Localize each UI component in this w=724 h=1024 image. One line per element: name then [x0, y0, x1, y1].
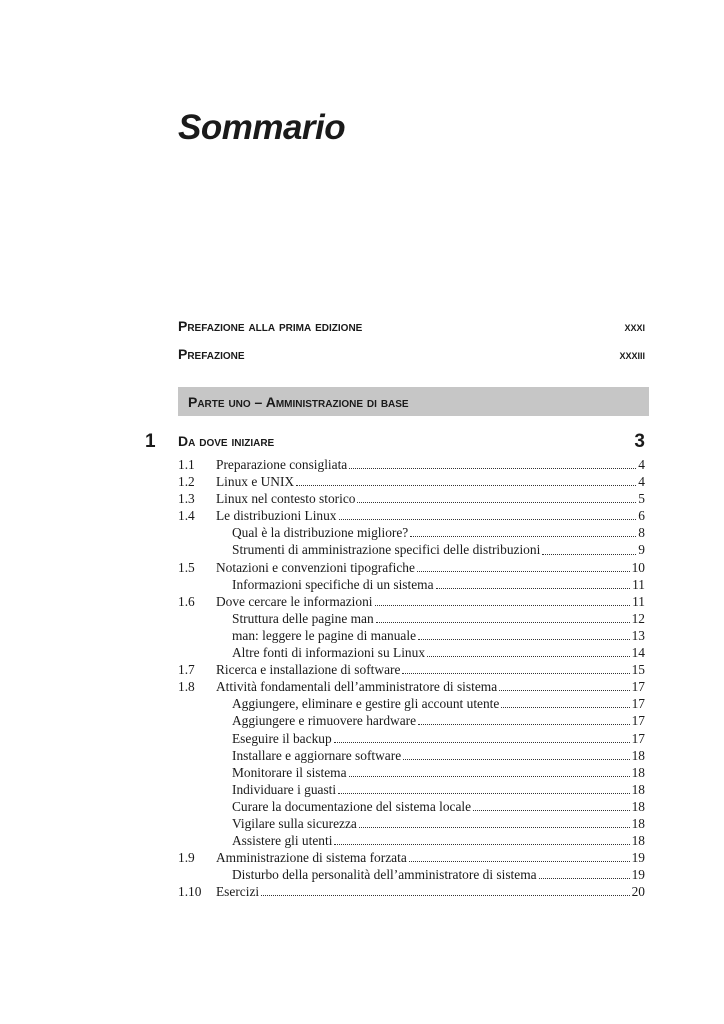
toc-entry-body — [216, 559, 645, 576]
leader-dots — [499, 690, 629, 691]
toc-entry[interactable] — [178, 883, 645, 900]
leader-dots — [375, 605, 631, 606]
leader-dots — [296, 485, 636, 486]
toc-subentry[interactable] — [178, 627, 645, 644]
leader-dots — [339, 519, 637, 520]
leader-dots — [338, 793, 629, 794]
toc-entry-page: 18 — [631, 833, 645, 849]
chapter-number: 1 — [145, 431, 156, 452]
toc-entry[interactable] — [178, 559, 645, 576]
toc-entry-page: 18 — [631, 764, 645, 780]
toc-entry-title: Vigilare sulla sicurezza — [232, 815, 357, 831]
toc-entry-title: Installare e aggiornare software — [232, 747, 402, 763]
toc-entry-body — [232, 798, 645, 815]
toc-entry-title: Ricerca e installazione di software — [216, 662, 401, 678]
toc-entry-number: 1.3 — [178, 491, 195, 507]
chapter-page: 3 — [634, 431, 645, 452]
toc-entry-body — [216, 507, 645, 524]
toc-subentry[interactable] — [178, 524, 645, 541]
leader-dots — [261, 895, 629, 896]
leader-dots — [410, 536, 636, 537]
leader-dots — [418, 639, 630, 640]
toc-entry-body — [232, 815, 645, 832]
chapter-title: Da dove iniziare — [178, 433, 275, 449]
toc-subentry[interactable] — [178, 747, 645, 764]
toc-subentry[interactable] — [178, 832, 645, 849]
toc-subentry[interactable] — [178, 610, 645, 627]
toc-entry[interactable] — [178, 490, 645, 507]
toc-entry-title: Esercizi — [216, 884, 260, 900]
toc-subentry[interactable] — [178, 764, 645, 781]
toc-entry-title: Assistere gli utenti — [232, 833, 333, 849]
leader-dots — [334, 844, 629, 845]
toc-entry-number: 1.2 — [178, 474, 195, 490]
toc-entry-body — [232, 576, 645, 593]
toc-entry-page: 6 — [638, 508, 645, 524]
toc-entry-page: 10 — [631, 559, 645, 575]
toc-entry-page: 17 — [631, 696, 645, 712]
leader-dots — [501, 707, 629, 708]
toc-entry-body — [232, 524, 645, 541]
toc-entry-body — [232, 695, 645, 712]
toc-entry-page: 11 — [632, 576, 645, 592]
leader-dots — [539, 878, 630, 879]
toc-entry-page: 15 — [631, 662, 645, 678]
toc-front-entry-title: Prefazione alla prima edizione — [178, 318, 363, 334]
toc-entry-title: Strumenti di amministrazione specifici delle distribuzioni — [232, 542, 541, 558]
toc-entry-title: Linux nel contesto storico — [216, 491, 356, 507]
toc-subentry[interactable] — [178, 815, 645, 832]
toc-subentry[interactable] — [178, 781, 645, 798]
toc-entry-body — [232, 747, 645, 764]
toc-entry-page: 8 — [638, 525, 645, 541]
toc-entry-title: Aggiungere, eliminare e gestire gli account utente — [232, 696, 500, 712]
toc-entry[interactable] — [178, 473, 645, 490]
toc-entry-number: 1.5 — [178, 559, 195, 575]
toc-entry-title: Attività fondamentali dell’amministratore di sistema — [216, 679, 498, 695]
toc-entry-title: Qual è la distribuzione migliore? — [232, 525, 409, 541]
leader-dots — [357, 502, 636, 503]
toc-entry-body — [232, 730, 645, 747]
toc-entry-title: Dove cercare le informazioni — [216, 593, 373, 609]
toc-entry-title: Informazioni specifiche di un sistema — [232, 576, 434, 592]
toc-entry-body — [232, 541, 645, 558]
toc-entry[interactable] — [178, 678, 645, 695]
chapter-heading[interactable] — [145, 429, 645, 453]
page-title: Sommario — [178, 108, 346, 147]
toc-entry-body — [232, 644, 645, 661]
toc-entry[interactable] — [178, 456, 645, 473]
toc-entry-page: 17 — [631, 730, 645, 746]
toc-entry-title: Amministrazione di sistema forzata — [216, 850, 407, 866]
toc-entry-body — [216, 490, 645, 507]
toc-entry-number: 1.1 — [178, 457, 195, 472]
toc-front-entry-title: Prefazione — [178, 346, 245, 362]
toc-entry-body — [216, 473, 645, 490]
leader-dots — [436, 588, 631, 589]
leader-dots — [359, 827, 630, 828]
toc-front-entry-first-edition-preface[interactable] — [178, 318, 645, 338]
leader-dots — [417, 571, 630, 572]
toc-entry-page: 4 — [638, 457, 645, 472]
toc-entry-body — [216, 661, 645, 678]
toc-subentry[interactable] — [178, 866, 645, 883]
toc-entry-number: 1.4 — [178, 508, 195, 524]
leader-dots — [427, 656, 630, 657]
toc-entry-title: Individuare i guasti — [232, 781, 337, 797]
toc-entry-title: Aggiungere e rimuovere hardware — [232, 713, 417, 729]
toc-entry-title: Disturbo della personalità dell’amministratore di sistema — [232, 867, 537, 883]
toc-entry-title: Le distribuzioni Linux — [216, 508, 337, 524]
toc-entry-page: 18 — [631, 781, 645, 797]
toc-entry-page: 18 — [631, 747, 645, 763]
toc-entry-title: Eseguire il backup — [232, 730, 332, 746]
leader-dots — [334, 742, 630, 743]
toc-entry-page: 11 — [632, 593, 645, 609]
toc-entry-body — [232, 712, 645, 729]
leader-dots — [542, 554, 636, 555]
toc-entry-page: 9 — [638, 542, 645, 558]
part-banner — [178, 387, 649, 416]
leader-dots — [402, 673, 629, 674]
toc-entry[interactable] — [178, 661, 645, 678]
toc-entry[interactable] — [178, 593, 645, 610]
toc-entry-title: Struttura delle pagine man — [232, 610, 374, 626]
toc-entry-title: Linux e UNIX — [216, 474, 295, 490]
toc-entry-page: 18 — [631, 798, 645, 814]
toc-subentry[interactable] — [178, 695, 645, 712]
toc-entry-page: 17 — [631, 713, 645, 729]
toc-entry-body — [216, 593, 645, 610]
part-title: Parte uno – Amministrazione di base — [188, 393, 409, 410]
toc-subentry[interactable] — [178, 798, 645, 815]
toc-entry-number: 1.10 — [178, 884, 202, 900]
toc-entry-body — [232, 764, 645, 781]
toc-entry-page: 17 — [631, 679, 645, 695]
toc-entry-body — [232, 832, 645, 849]
toc-front-entry-page: xxxi — [624, 319, 645, 334]
leader-dots — [349, 468, 636, 469]
toc-entry-number: 1.6 — [178, 593, 195, 609]
leader-dots — [473, 810, 630, 811]
toc-entry-body — [232, 866, 645, 883]
toc-front-entry-page: xxxiii — [619, 347, 645, 362]
toc-entry-page: 4 — [638, 474, 645, 490]
leader-dots — [418, 724, 630, 725]
toc-entry-body — [232, 610, 645, 627]
toc-entry-title: man: leggere le pagine di manuale — [232, 627, 417, 643]
toc-entry-title: Monitorare il sistema — [232, 764, 347, 780]
toc-entry-title: Notazioni e convenzioni tipografiche — [216, 559, 415, 575]
toc-entry-body — [216, 849, 645, 866]
toc-subentry[interactable] — [178, 576, 645, 593]
toc-entry[interactable] — [178, 849, 645, 866]
toc-entry-page: 19 — [631, 867, 645, 883]
toc-entry-number: 1.8 — [178, 679, 195, 695]
toc-entry-number: 1.7 — [178, 662, 195, 678]
toc-entry-title: Curare la documentazione del sistema locale — [232, 798, 472, 814]
toc-entry[interactable] — [178, 507, 645, 524]
toc-entry-page: 14 — [631, 645, 645, 661]
toc-entry-title: Preparazione consigliata — [216, 457, 348, 472]
toc-subentry[interactable] — [178, 541, 645, 558]
toc-subentry[interactable] — [178, 712, 645, 729]
toc-list — [178, 456, 645, 900]
toc-entry-page: 13 — [631, 627, 645, 643]
toc-front-entry-preface[interactable] — [178, 346, 645, 366]
toc-entry-page: 20 — [631, 884, 645, 900]
toc-entry-body — [216, 883, 645, 900]
toc-subentry[interactable] — [178, 644, 645, 661]
toc-entry-page: 12 — [631, 610, 645, 626]
toc-entry-page: 5 — [638, 491, 645, 507]
toc-entry-number: 1.9 — [178, 850, 195, 866]
leader-dots — [403, 759, 629, 760]
toc-entry-title: Altre fonti di informazioni su Linux — [232, 645, 426, 661]
leader-dots — [349, 776, 630, 777]
toc-entry-body — [216, 678, 645, 695]
toc-entry-body — [232, 627, 645, 644]
toc-entry-body — [216, 456, 645, 473]
leader-dots — [376, 622, 630, 623]
toc-entry-page: 19 — [631, 850, 645, 866]
toc-subentry[interactable] — [178, 730, 645, 747]
toc-entry-page: 18 — [631, 815, 645, 831]
leader-dots — [409, 861, 630, 862]
toc-entry-body — [232, 781, 645, 798]
